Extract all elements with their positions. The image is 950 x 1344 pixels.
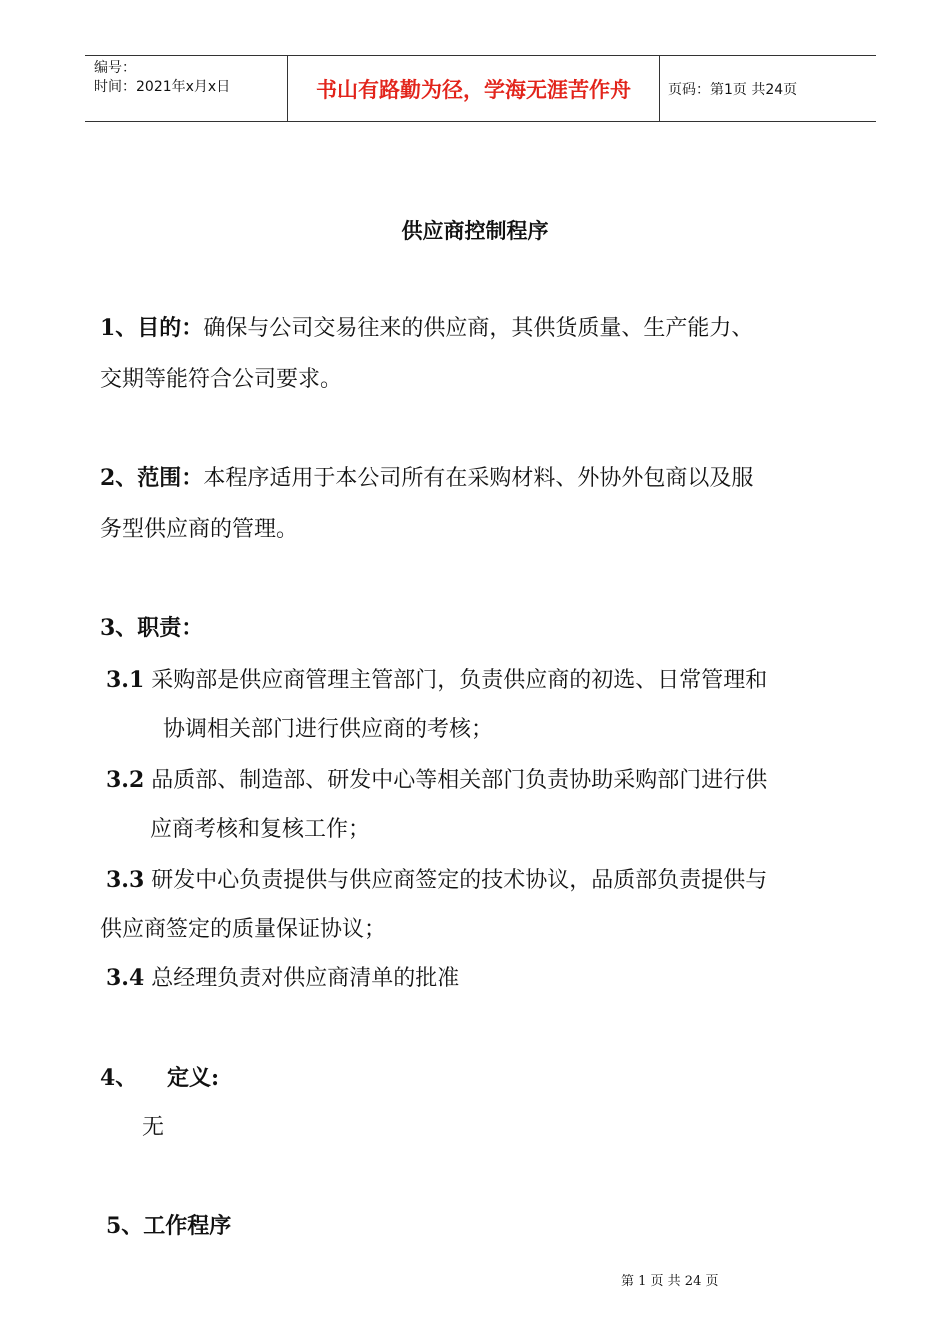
- item-3-1: [106, 655, 870, 706]
- item-3-1-continued: 协调相关部门进行供应商的考核；: [163, 717, 494, 742]
- header-page-code: 页码：第1页 共24页: [668, 81, 798, 98]
- page-header: [85, 55, 876, 122]
- section-definition-label: 定义:: [167, 1065, 220, 1091]
- item-number: 3.1: [106, 667, 145, 693]
- section-purpose: [100, 303, 870, 405]
- section-label: 1、目的：: [100, 315, 204, 341]
- item-number: 3.3: [106, 867, 145, 893]
- page-footer: 第 1 页 共 24 页: [621, 1274, 719, 1289]
- section-procedure-label: 5、工作程序: [106, 1213, 232, 1239]
- section-text: 交期等能符合公司要求。: [100, 367, 343, 392]
- section-label: 2、范围：: [100, 465, 204, 491]
- section-scope: [100, 453, 870, 555]
- section-4-number: 4、: [100, 1065, 138, 1091]
- item-text: 品质部、制造部、研发中心等相关部门负责协助采购部门进行供: [151, 768, 768, 793]
- section-text: 务型供应商的管理。: [100, 517, 299, 542]
- item-3-2-continued: 应商考核和复核工作；: [150, 817, 371, 842]
- section-definition-text: 无: [142, 1115, 165, 1140]
- item-3-3-continued: 供应商签定的质量保证协议；: [100, 917, 387, 942]
- item-text: 研发中心负责提供与供应商签定的技术协议，品质部负责提供与: [151, 868, 768, 893]
- item-number: 3.2: [106, 767, 145, 793]
- item-number: 3.4: [106, 965, 145, 991]
- section-responsibility-label: 3、职责：: [100, 615, 204, 641]
- header-motto: 书山有路勤为径，学海无涯苦作舟: [287, 56, 660, 121]
- header-meta: [85, 56, 287, 121]
- doc-time-label: 时间：2021年x月x日: [94, 79, 231, 95]
- item-text: 采购部是供应商管理主管部门，负责供应商的初选、日常管理和: [151, 668, 768, 693]
- item-text: 总经理负责对供应商清单的批准: [151, 966, 460, 991]
- document-title: 供应商控制程序: [401, 219, 549, 243]
- item-3-4: [106, 953, 870, 1004]
- item-3-3: [106, 855, 870, 906]
- section-text: 确保与公司交易往来的供应商，其供货质量、生产能力、: [203, 316, 754, 341]
- doc-number-label: 编号：: [94, 60, 136, 76]
- item-3-2: [106, 755, 870, 806]
- section-text: 本程序适用于本公司所有在采购材料、外协外包商以及服: [203, 466, 754, 491]
